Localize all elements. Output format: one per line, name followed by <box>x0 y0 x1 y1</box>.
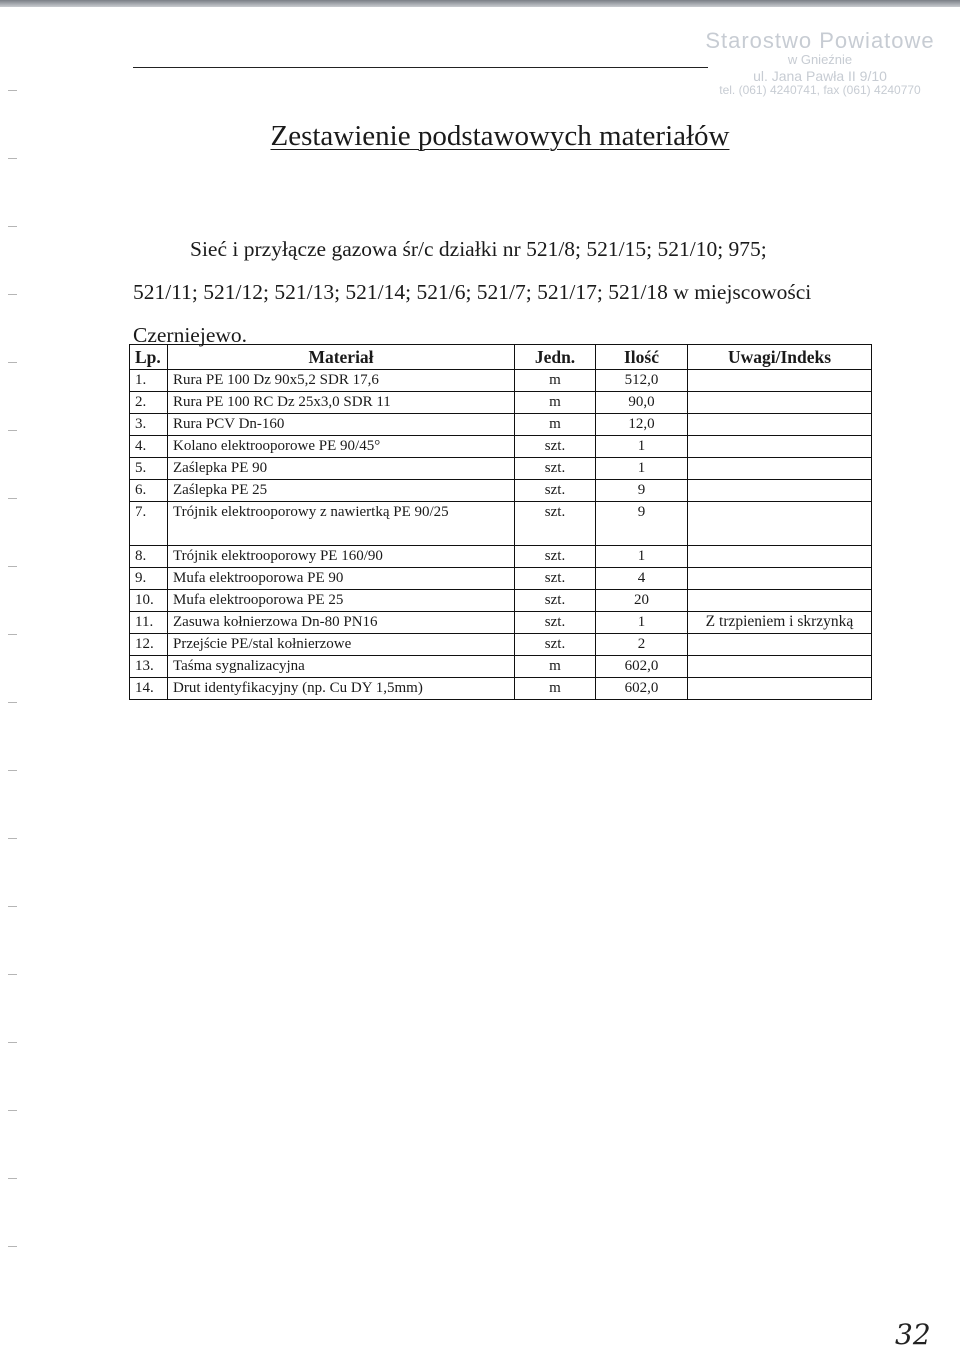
cell-lp: 2. <box>130 392 168 414</box>
cell-material: Drut identyfikacyjny (np. Cu DY 1,5mm) <box>168 678 515 700</box>
materials-table <box>129 344 872 700</box>
cell-lp: 3. <box>130 414 168 436</box>
table-row <box>130 634 872 656</box>
cell-note <box>688 634 872 656</box>
table-header-row <box>130 345 872 370</box>
cell-unit: szt. <box>515 458 596 480</box>
cell-qty: 602,0 <box>596 656 688 678</box>
header-lp: Lp. <box>130 345 168 370</box>
cell-note <box>688 656 872 678</box>
cell-material: Trójnik elektrooporowy z nawiertką PE 90/25 <box>168 502 515 546</box>
table-row <box>130 590 872 612</box>
cell-qty: 12,0 <box>596 414 688 436</box>
header-rule <box>133 67 708 68</box>
cell-note <box>688 502 872 546</box>
stamp-line-2: w Gnieźnie <box>787 52 853 68</box>
intro-line-1: Sieć i przyłącze gazowa śr/c działki nr 521/8; 521/15; 521/10; 975; <box>190 237 767 261</box>
table-row <box>130 480 872 502</box>
stamp-line-1: Starostwo Powiatowe <box>705 28 935 53</box>
table-row <box>130 458 872 480</box>
header-notes: Uwagi/Indeks <box>688 345 872 370</box>
intro-paragraph <box>133 228 873 357</box>
cell-qty: 4 <box>596 568 688 590</box>
cell-unit: szt. <box>515 568 596 590</box>
cell-material: Kolano elektrooporowe PE 90/45° <box>168 436 515 458</box>
cell-unit: szt. <box>515 612 596 634</box>
cell-qty: 602,0 <box>596 678 688 700</box>
cell-material: Przejście PE/stal kołnierzowe <box>168 634 515 656</box>
cell-unit: m <box>515 370 596 392</box>
cell-note <box>688 392 872 414</box>
cell-qty: 512,0 <box>596 370 688 392</box>
cell-note <box>688 480 872 502</box>
cell-lp: 4. <box>130 436 168 458</box>
cell-material: Trójnik elektrooporowy PE 160/90 <box>168 546 515 568</box>
table-row <box>130 370 872 392</box>
cell-lp: 1. <box>130 370 168 392</box>
cell-qty: 1 <box>596 612 688 634</box>
scan-top-edge <box>0 0 960 7</box>
cell-unit: m <box>515 414 596 436</box>
table-row <box>130 392 872 414</box>
cell-unit: szt. <box>515 634 596 656</box>
cell-lp: 8. <box>130 546 168 568</box>
cell-lp: 11. <box>130 612 168 634</box>
cell-note <box>688 370 872 392</box>
stamp-line-4: tel. (061) 4240741, fax (061) 4240770 <box>719 83 921 98</box>
cell-qty: 1 <box>596 436 688 458</box>
header-material: Materiał <box>168 345 515 370</box>
table-row <box>130 678 872 700</box>
cell-qty: 2 <box>596 634 688 656</box>
cell-note <box>688 546 872 568</box>
header-qty: Ilość <box>596 345 688 370</box>
table-row <box>130 568 872 590</box>
cell-qty: 20 <box>596 590 688 612</box>
cell-material: Mufa elektrooporowa PE 90 <box>168 568 515 590</box>
cell-qty: 1 <box>596 546 688 568</box>
table-row <box>130 656 872 678</box>
intro-line-2: 521/11; 521/12; 521/13; 521/14; 521/6; 521/7; 521/17; 521/18 w miejscowości <box>133 280 812 304</box>
cell-note <box>688 458 872 480</box>
cell-material: Zasuwa kołnierzowa Dn-80 PN16 <box>168 612 515 634</box>
cell-unit: szt. <box>515 502 596 546</box>
stamp-line-3: ul. Jana Pawła II 9/10 <box>753 68 887 85</box>
cell-unit: szt. <box>515 546 596 568</box>
cell-qty: 90,0 <box>596 392 688 414</box>
page-number: 32 <box>895 1318 931 1351</box>
table-row <box>130 436 872 458</box>
cell-material: Rura PE 100 RC Dz 25x3,0 SDR 11 <box>168 392 515 414</box>
cell-qty: 9 <box>596 480 688 502</box>
cell-note: Z trzpieniem i skrzynką <box>688 612 872 634</box>
table-row <box>130 546 872 568</box>
cell-lp: 12. <box>130 634 168 656</box>
cell-note <box>688 436 872 458</box>
cell-lp: 5. <box>130 458 168 480</box>
cell-unit: m <box>515 392 596 414</box>
cell-lp: 13. <box>130 656 168 678</box>
office-stamp <box>690 28 950 98</box>
cell-lp: 9. <box>130 568 168 590</box>
cell-lp: 6. <box>130 480 168 502</box>
cell-material: Rura PE 100 Dz 90x5,2 SDR 17,6 <box>168 370 515 392</box>
cell-qty: 9 <box>596 502 688 546</box>
table-row <box>130 502 872 546</box>
page-title: Zestawienie podstawowych materiałów <box>270 120 730 152</box>
cell-unit: m <box>515 656 596 678</box>
cell-material: Zaślepka PE 90 <box>168 458 515 480</box>
intro-line-3: Czerniejewo. <box>133 323 248 347</box>
cell-material: Zaślepka PE 25 <box>168 480 515 502</box>
cell-unit: szt. <box>515 480 596 502</box>
cell-qty: 1 <box>596 458 688 480</box>
scan-margin-marks <box>8 80 18 1340</box>
cell-lp: 10. <box>130 590 168 612</box>
cell-material: Rura PCV Dn-160 <box>168 414 515 436</box>
cell-unit: szt. <box>515 590 596 612</box>
cell-note <box>688 590 872 612</box>
cell-lp: 7. <box>130 502 168 546</box>
cell-note <box>688 568 872 590</box>
cell-note <box>688 678 872 700</box>
cell-lp: 14. <box>130 678 168 700</box>
header-unit: Jedn. <box>515 345 596 370</box>
table-row <box>130 612 872 634</box>
cell-material: Taśma sygnalizacyjna <box>168 656 515 678</box>
cell-unit: szt. <box>515 436 596 458</box>
cell-material: Mufa elektrooporowa PE 25 <box>168 590 515 612</box>
table-row <box>130 414 872 436</box>
cell-unit: m <box>515 678 596 700</box>
cell-note <box>688 414 872 436</box>
